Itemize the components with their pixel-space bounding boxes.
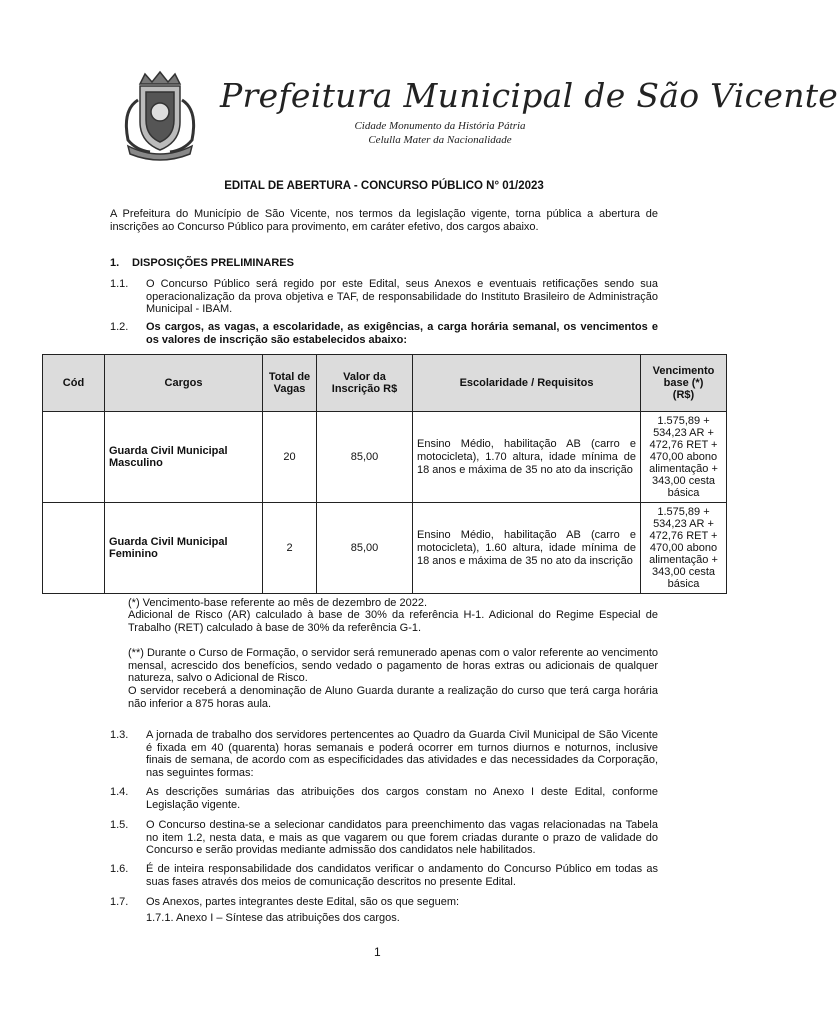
item-number: 1.2. [110,321,129,333]
header-vagas: Total de Vagas [263,355,317,412]
cell-vagas: 20 [263,412,317,503]
header-escolaridade: Escolaridade / Requisitos [413,355,641,412]
cell-valor: 85,00 [317,412,413,503]
item-number: 1.1. [110,278,129,290]
item-number: 1.3. [110,729,129,741]
item-text: Os Anexos, partes integrantes deste Edital, são os que seguem: [146,896,460,908]
header-valor: Valor da Inscrição R$ [317,355,413,412]
item-number: 1.4. [110,786,129,798]
table-note-1: (*) Vencimento-base referente ao mês de dezembro de 2022. [128,597,428,609]
coat-of-arms-icon [110,70,210,158]
table-header-row [43,355,727,412]
header-cargos: Cargos [105,355,263,412]
letterhead-subtitle-1: Cidade Monumento da História Pátria [354,120,526,132]
intro-paragraph: A Prefeitura do Município de São Vicente, nos termos da legislação vigente, torna pública a abertura de inscrições ao Concurso Público para provimento, em caráter efetivo, dos cargos abaixo. [110,208,658,233]
table-row [43,503,727,594]
item-1-6 [110,863,658,891]
item-1-7 [110,896,658,910]
header-cod: Cód [43,355,105,412]
item-1-1 [110,278,658,318]
section-title: DISPOSIÇÕES PRELIMINARES [132,257,294,269]
item-text: O Concurso destina-se a selecionar candidatos para preenchimento das vagas relacionadas na Tabela no item 1.2, nesta data, e mais as que vagarem ou que forem criadas durante o prazo de validade do Concurso e serão providas mediante admissão dos candidatos nele habilitados. [146,819,658,856]
table-row [43,412,727,503]
item-number: 1.7. [110,896,129,908]
positions-table [42,354,727,594]
cell-cod [43,503,105,594]
table-note-3: (**) Durante o Curso de Formação, o servidor será remunerado apenas com o valor referente ao vencimento mensal, acrescido dos benefícios, sendo vedado o pagamento de horas extras ou adicionais de qualquer natureza, salvo o Adicional de Risco. [128,647,658,684]
section-1-heading [110,257,294,269]
header-vencimento-label: Vencimento base (*) [652,365,715,389]
cell-cargo: Guarda Civil Municipal Masculino [105,412,263,503]
letterhead-title: Prefeitura Municipal de São Vicente [220,76,838,115]
item-text: O Concurso Público será regido por este Edital, seus Anexos e eventuais retificações sendo sua operacionalização da prova objetiva e TAF, de responsabilidade do Instituto Brasileiro de Administração Municipal - IBAM. [146,278,658,315]
item-text: As descrições sumárias das atribuições dos cargos constam no Anexo I deste Edital, conforme Legislação vigente. [146,786,658,811]
item-1-7-1: 1.7.1. Anexo I – Síntese das atribuições dos cargos. [146,912,400,924]
table-note-4: O servidor receberá a denominação de Aluno Guarda durante a realização do curso que terá carga horária não inferior a 875 horas aula. [128,685,658,710]
item-text: A jornada de trabalho dos servidores pertencentes ao Quadro da Guarda Civil Municipal de São Vicente é fixada em 40 (quarenta) horas semanais e poderá ocorrer em turnos diurnos e noturnos, inclusive finais de semana, de acordo com as especificidades das atividades e das necessidades da Corporação, nas seguintes formas: [146,729,658,779]
item-number: 1.6. [110,863,129,875]
document-title: EDITAL DE ABERTURA - CONCURSO PÚBLICO N° 01/2023 [224,180,544,192]
letterhead [110,70,838,160]
item-text: É de inteira responsabilidade dos candidatos verificar o andamento do Concurso Público em todas as suas fases através dos meios de comunicação descritos no presente Edital. [146,863,658,888]
header-vencimento [641,355,727,412]
item-1-5 [110,819,658,859]
header-vencimento-unit: (R$) [672,389,695,401]
cell-cod [43,412,105,503]
cell-vagas: 2 [263,503,317,594]
cell-vencimento: 1.575,89 + 534,23 AR + 472,76 RET + 470,00 abono alimentação + 343,00 cesta básica [641,503,727,594]
item-number: 1.5. [110,819,129,831]
cell-escolaridade: Ensino Médio, habilitação AB (carro e motocicleta), 1.70 altura, idade mínima de 18 anos e máxima de 35 no ato da inscrição [413,412,641,503]
item-text: Os cargos, as vagas, a escolaridade, as exigências, a carga horária semanal, os vencimentos e os valores de inscrição são estabelecidos abaixo: [146,321,658,346]
page-number: 1 [374,945,381,959]
item-1-3 [110,729,658,781]
cell-valor: 85,00 [317,503,413,594]
item-1-2 [110,321,658,349]
cell-escolaridade: Ensino Médio, habilitação AB (carro e motocicleta), 1.60 altura, idade mínima de 18 anos e máxima de 35 no ato da inscrição [413,503,641,594]
table-note-2: Adicional de Risco (AR) calculado à base de 30% da referência H-1. Adicional do Regime Especial de Trabalho (RET) calculado à base de 30% da referência G-1. [128,609,658,634]
letterhead-subtitle-2: Celulla Mater da Nacionalidade [368,134,512,146]
item-1-4 [110,786,658,814]
cell-cargo: Guarda Civil Municipal Feminino [105,503,263,594]
cell-vencimento: 1.575,89 + 534,23 AR + 472,76 RET + 470,00 abono alimentação + 343,00 cesta básica [641,412,727,503]
section-number: 1. [110,257,120,269]
